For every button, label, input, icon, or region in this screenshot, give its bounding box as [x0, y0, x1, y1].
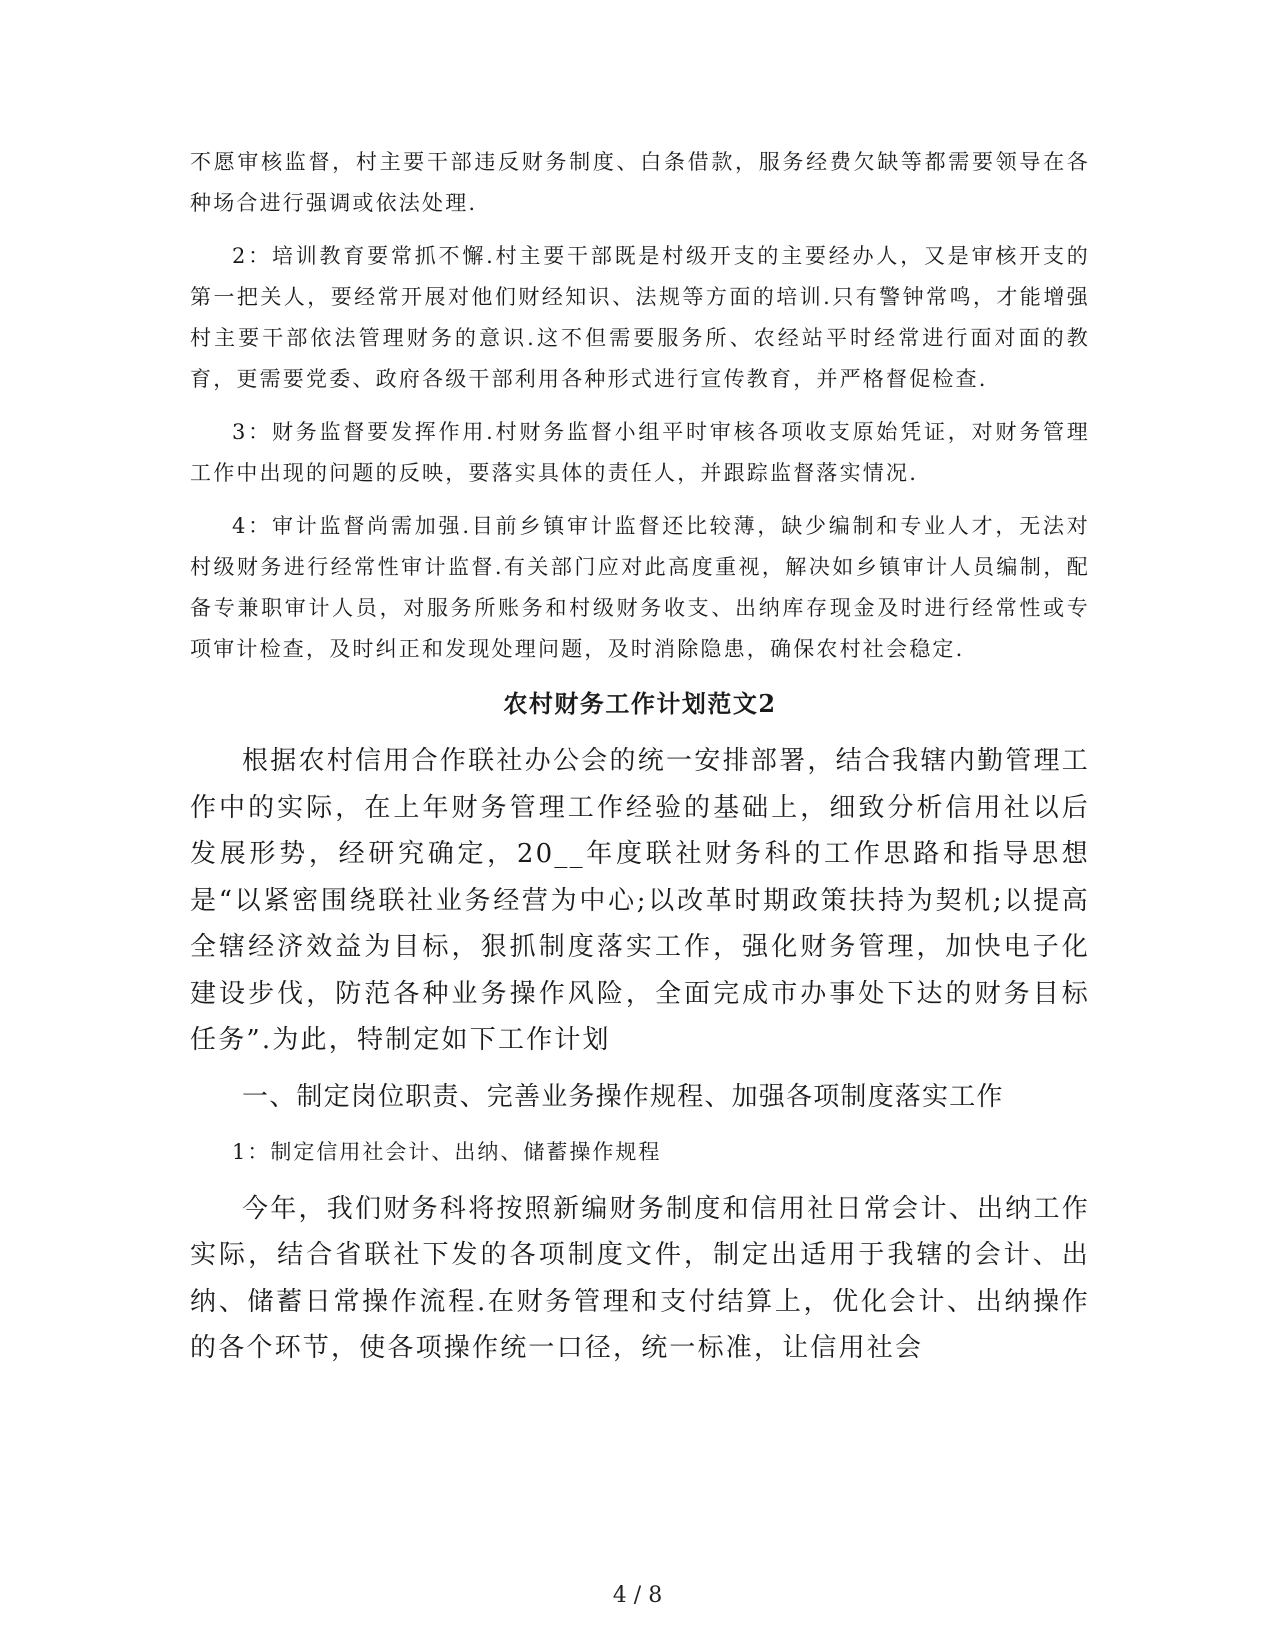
paragraph-continuation: 不愿审核监督，村主要干部违反财务制度、白条借款，服务经费欠缺等都需要领导在各种场合进行强调或依法处理.: [190, 150, 1090, 215]
closing-paragraph: 今年，我们财务科将按照新编财务制度和信用社日常会计、出纳工作实际，结合省联社下发的各项制度文件，制定出适用于我辖的会计、出纳、储蓄日常操作流程.在财务管理和支付结算上，优化会计、出纳操作的各个环节，使各项操作统一口径，统一标准，让信用社会: [190, 1193, 1090, 1363]
paragraph-item-3: 3：财务监督要发挥作用.村财务监督小组平时审核各项收支原始凭证，对财务管理工作中出现的问题的反映，要落实具体的责任人，并跟踪监督落实情况.: [190, 420, 1090, 485]
intro-paragraph: 根据农村信用合作联社办公会的统一安排部署，结合我辖内勤管理工作中的实际，在上年财务管理工作经验的基础上，细致分析信用社以后发展形势，经研究确定，20__年度联社财务科的工作思路和指导思想是“以紧密围绕联社业务经营为中心;以改革时期政策扶持为契机;以提高全辖经济效益为目标，狠抓制度落实工作，强化财务管理，加快电子化建设步伐，防范各种业务操作风险，全面完成市办事处下达的财务目标任务”.为此，特制定如下工作计划: [190, 746, 1090, 1055]
section-heading: 一、制定岗位职责、完善业务操作规程、加强各项制度落实工作: [242, 1081, 1004, 1112]
section-title: 农村财务工作计划范文2: [503, 689, 777, 718]
sub-heading: 1：制定信用社会计、出纳、储蓄操作规程: [232, 1139, 662, 1164]
paragraph-item-2: 2：培训教育要常抓不懈.村主要干部既是村级开支的主要经办人，又是审核开支的第一把关人，要经常开展对他们财经知识、法规等方面的培训.只有警钟常鸣，才能增强村主要干部依法管理财务的意识.这不但需要服务所、农经站平时经常进行面对面的教育，更需要党委、政府各级干部利用各种形式进行宣传教育，并严格督促检查.: [190, 244, 1090, 391]
document-body: [190, 142, 1090, 1382]
paragraph-item-4: 4：审计监督尚需加强.目前乡镇审计监督还比较薄，缺少编制和专业人才，无法对村级财务进行经常性审计监督.有关部门应对此高度重视，解决如乡镇审计人员编制，配备专兼职审计人员，对服务所账务和村级财务收支、出纳库存现金及时进行经常性或专项审计检查，及时纠正和发现处理问题，及时消除隐患，确保农村社会稳定.: [190, 514, 1090, 661]
page-number: 4 / 8: [612, 1583, 663, 1608]
